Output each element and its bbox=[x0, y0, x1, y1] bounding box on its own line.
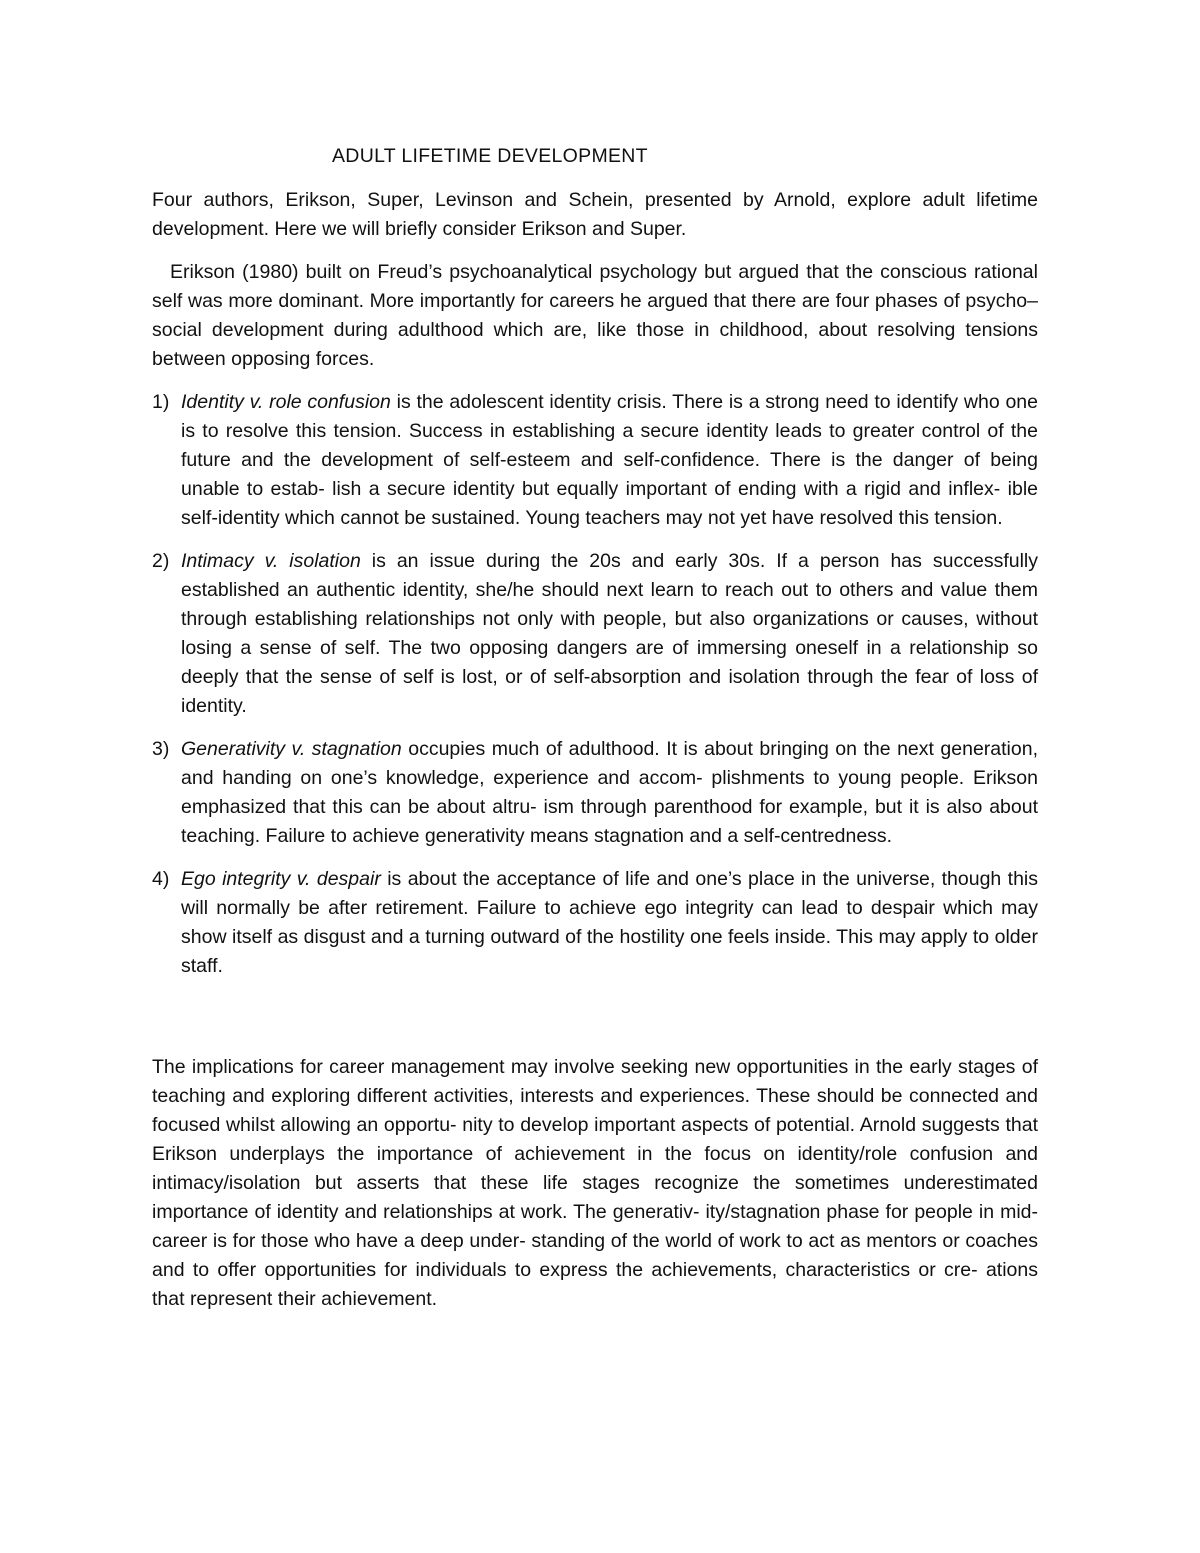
erikson-paragraph: Erikson (1980) built on Freud’s psychoanalytical psychology but argued that the conscious rational self was more dominant. More importantly for careers he argued that there are four phases of psycho–social development during adulthood which are, like those in childhood, about resolving tensions between opposing forces. bbox=[152, 261, 1038, 370]
stage-text: is the adolescent identity crisis. There is a strong need to identify who one is to resolve this tension. Success in establishing a secure identity leads to greater control of the future and the development of self-esteem and self-confidence. There is the danger of being unable to estab- lish a secure identity but equally important of ending with a rigid and inflex- ible self-identity which cannot be sustained. Young teachers may not yet have resolved this tension. bbox=[181, 391, 1038, 529]
paragraph-spacer bbox=[152, 995, 1038, 1053]
stage-term: Ego integrity v. despair bbox=[181, 868, 381, 890]
stage-term: Generativity v. stagnation bbox=[181, 738, 402, 760]
stage-list bbox=[152, 388, 1038, 981]
stage-number: 2) bbox=[152, 550, 170, 572]
stage-term: Intimacy v. isolation bbox=[181, 550, 361, 572]
stage-text: is an issue during the 20s and early 30s. If a person has successfully established an authentic identity, she/he should next learn to reach out to others and value them through establishing relationships not only with people, but also organizations or causes, without losing a sense of self. The two opposing dangers are of immersing oneself in a relationship so deeply that the sense of self is lost, or of self-absorption and isolation through the fear of loss of identity. bbox=[181, 550, 1038, 717]
stage-number: 4) bbox=[152, 868, 170, 890]
implications-paragraph: The implications for career management may involve seeking new opportunities in the early stages of teaching and exploring different activities, interests and experiences. These should be connected and focused whilst allowing an opportu- nity to develop important aspects of potential. Arnold suggests that Erikson underplays the importance of achievement in the focus on identity/role confusion and intimacy/isolation but asserts that these life stages recognize the sometimes underestimated importance of identity and relationships at work. The generativ- ity/stagnation phase for people in mid-career is for those who have a deep under- standing of the world of work to act as mentors or coaches and to offer opportunities for individuals to express the achievements, characteristics or cre- ations that represent their achievement. bbox=[152, 1056, 1038, 1310]
stage-item bbox=[152, 865, 1038, 981]
stage-number: 3) bbox=[152, 738, 170, 760]
stage-item bbox=[152, 388, 1038, 533]
stage-item bbox=[152, 547, 1038, 721]
stage-text: is about the acceptance of life and one’s place in the universe, though this will normally be after retirement. Failure to achieve ego integrity can lead to despair which may show itself as disgust and a turning outward of the hostility one feels inside. This may apply to older staff. bbox=[181, 868, 1039, 977]
document-title: ADULT LIFETIME DEVELOPMENT bbox=[332, 145, 648, 167]
intro-paragraph: Four authors, Erikson, Super, Levinson and Schein, presented by Arnold, explore adult lifetime development. Here we will briefly consider Erikson and Super. bbox=[152, 189, 1038, 240]
stage-text: occupies much of adulthood. It is about bringing on the next generation, and handing on one’s knowledge, experience and accom- plishments to young people. Erikson emphasized that this can be about altru- ism through parenthood for example, but it is also about teaching. Failure to achieve generativity means stagnation and a self-centredness. bbox=[181, 738, 1038, 847]
stage-number: 1) bbox=[152, 391, 170, 413]
document-body bbox=[152, 142, 1038, 1328]
stage-item bbox=[152, 735, 1038, 851]
stage-term: Identity v. role confusion bbox=[181, 391, 391, 413]
